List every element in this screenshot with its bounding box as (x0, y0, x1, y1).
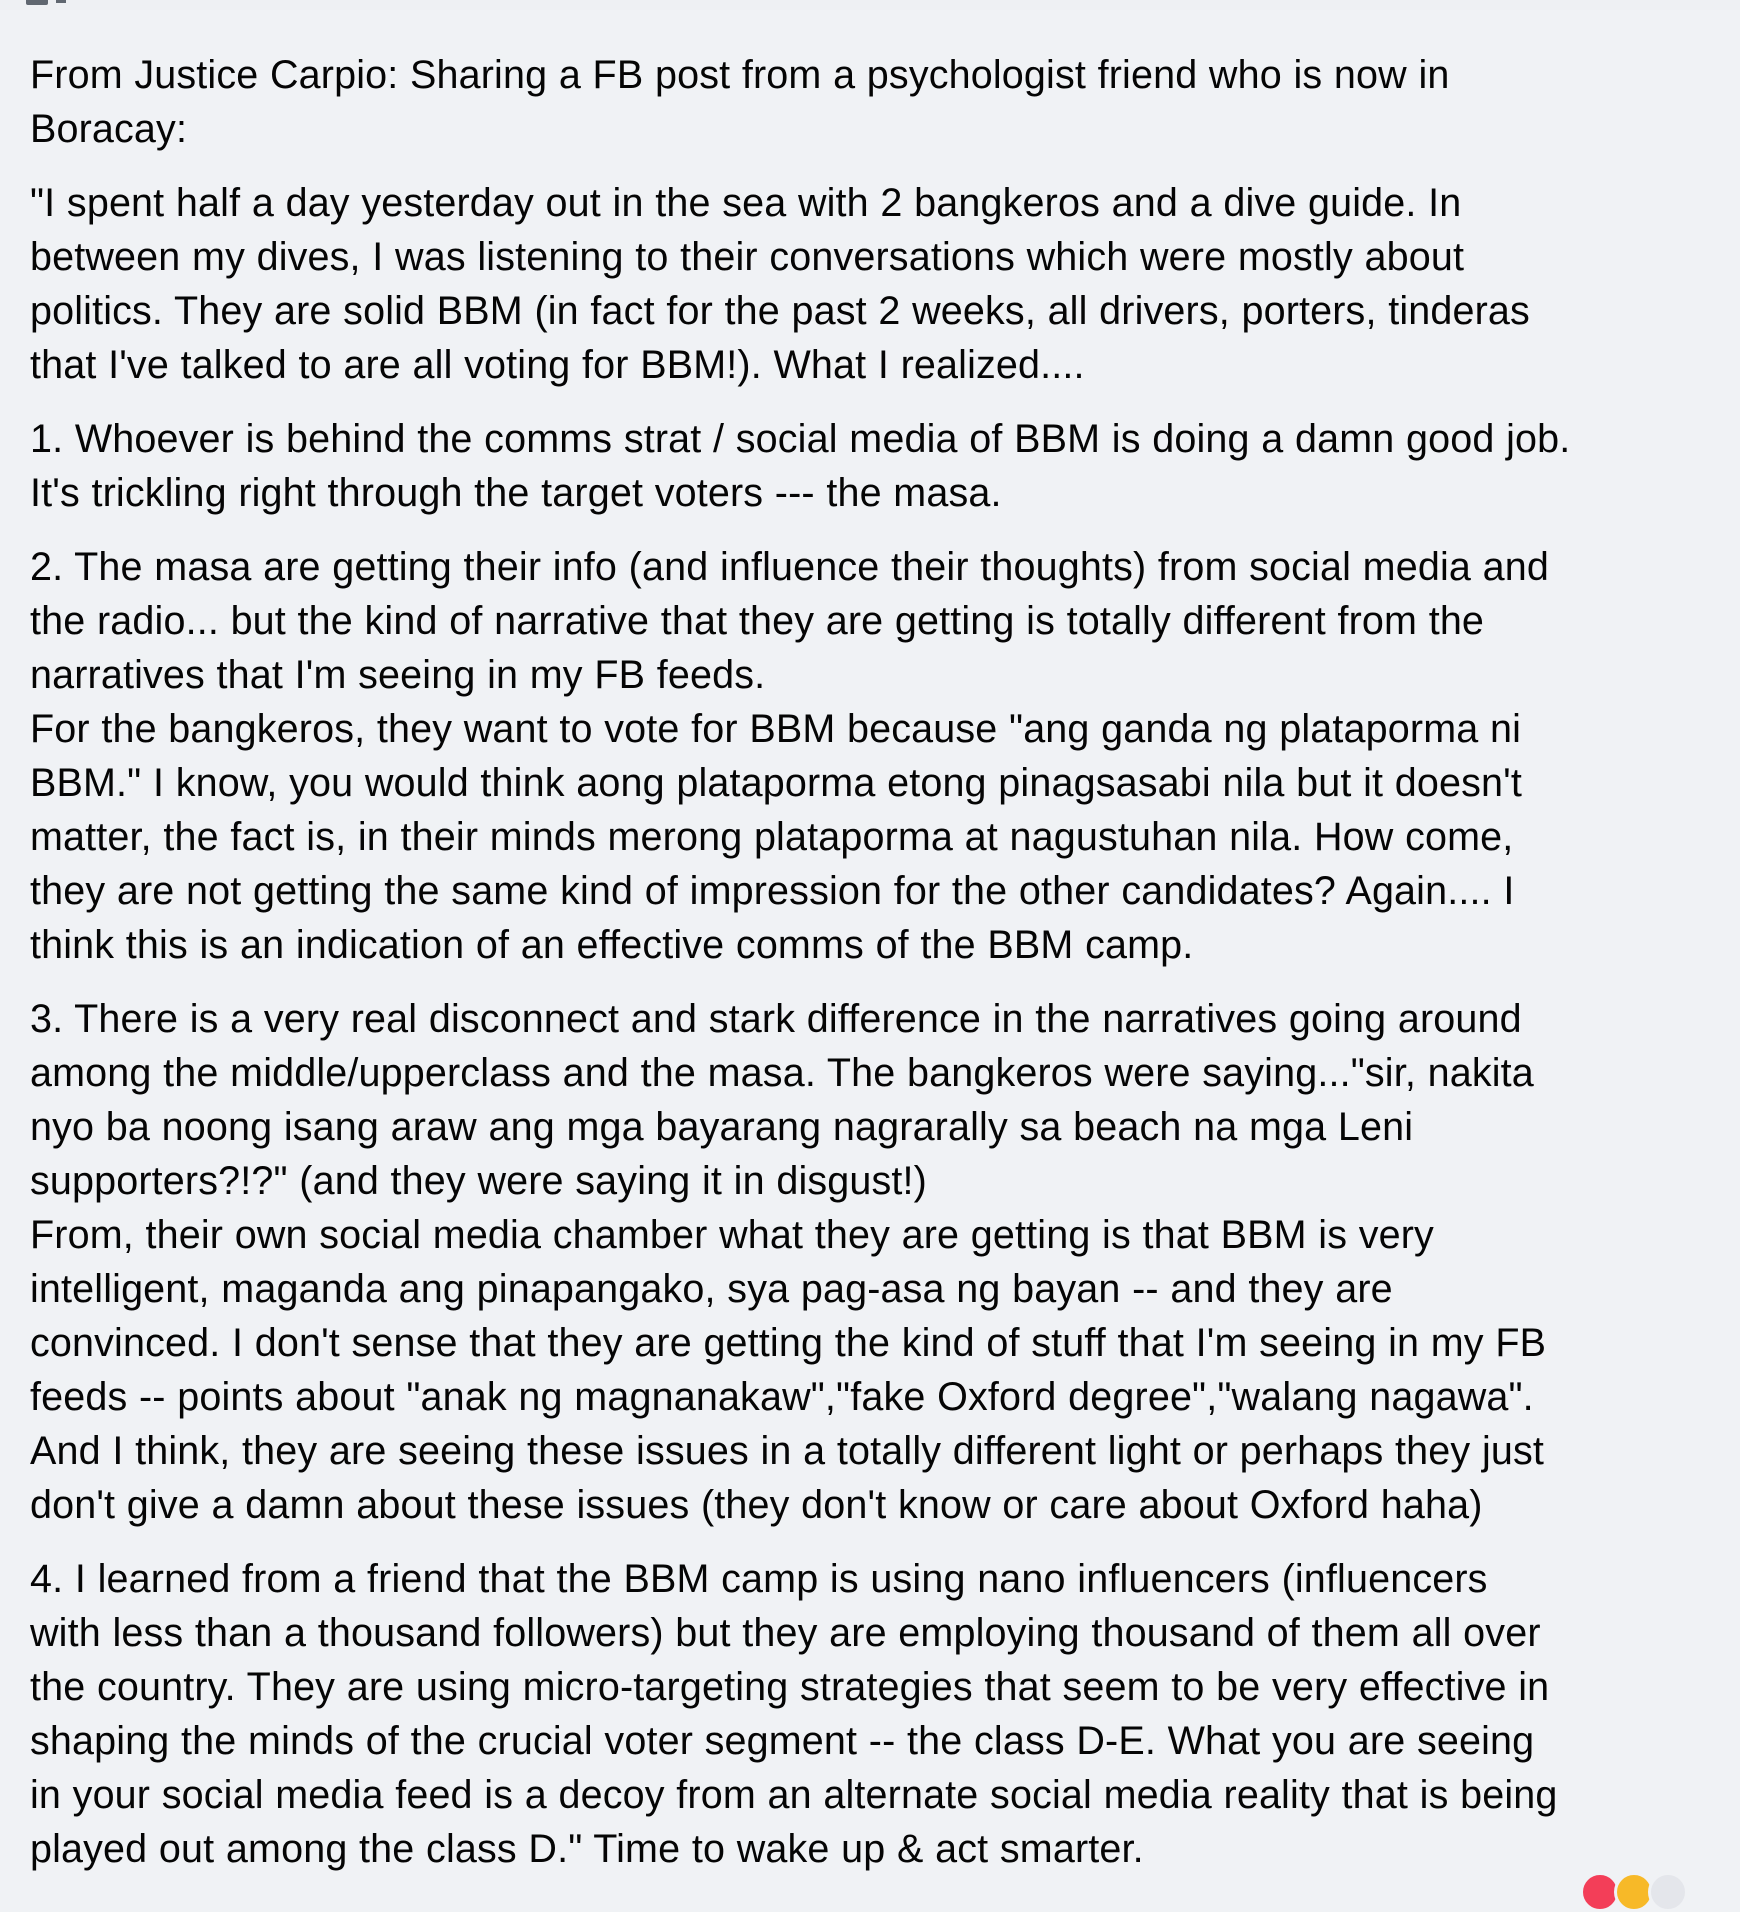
post-paragraph-point-3: 3. There is a very real disconnect and stark difference in the narratives going around among the middle/upperclass and the masa. The bangkeros were saying..."sir, nakita nyo ba noong isang araw ang mga bayarang nagrarally sa beach na mga Leni supporters?!?" (and they were saying it in disgust!) From, their own social media chamber what they are getting is that BBM is very intelligent, maganda ang pinapangako, sya pag-asa ng bayan -- and they are convinced. I don't sense that they are getting the kind of stuff that I'm seeing in my FB feeds -- points about "anak ng magnanakaw","fake Oxford degree","walang nagawa". And I think, they are seeing these issues in a totally different light or perhaps they just don't give a damn about these issues (they don't know or care about Oxford haha) (30, 997, 1547, 1527)
reaction-icons[interactable] (1562, 1872, 1712, 1912)
post-paragraph-intro: From Justice Carpio: Sharing a FB post from a psychologist friend who is now in Boracay: (30, 53, 1450, 151)
like-reaction-icon[interactable] (1648, 1872, 1688, 1912)
post-paragraph-point-4: 4. I learned from a friend that the BBM camp is using nano influencers (influencers with less than a thousand followers) but they are employing thousand of them all over the country. They are using micro-targeting strategies that seem to be very effective in shaping the minds of the crucial voter segment -- the class D-E. What you are seeing in your social media feed is a decoy from an alternate social media reality that is being played out among the class D." Time to wake up & act smarter. (30, 1557, 1558, 1871)
post-paragraph-quote-start: "I spent half a day yesterday out in the sea with 2 bangkeros and a dive guide. In between my dives, I was listening to their conversations which were mostly about politics. They are solid BBM (in fact for the past 2 weeks, all drivers, porters, tinderas that I've talked to are all voting for BBM!). What I realized.... (30, 181, 1530, 387)
post-paragraph-point-2: 2. The masa are getting their info (and influence their thoughts) from social media and the radio... but the kind of narrative that they are getting is totally different from the narratives that I'm seeing in my FB feeds. For the bangkeros, they want to vote for BBM because "ang ganda ng plataporma ni BBM." I know, you would think aong plataporma etong pinagsasabi nila but it doesn't matter, the fact is, in their minds merong plataporma at nagustuhan nila. How come, they are not getting the same kind of impression for the other candidates? Again.... I think this is an indication of an effective comms of the BBM camp. (30, 545, 1549, 967)
post-paragraph-point-1: 1. Whoever is behind the comms strat / social media of BBM is doing a damn good job. It's trickling right through the target voters --- the masa. (30, 417, 1571, 515)
